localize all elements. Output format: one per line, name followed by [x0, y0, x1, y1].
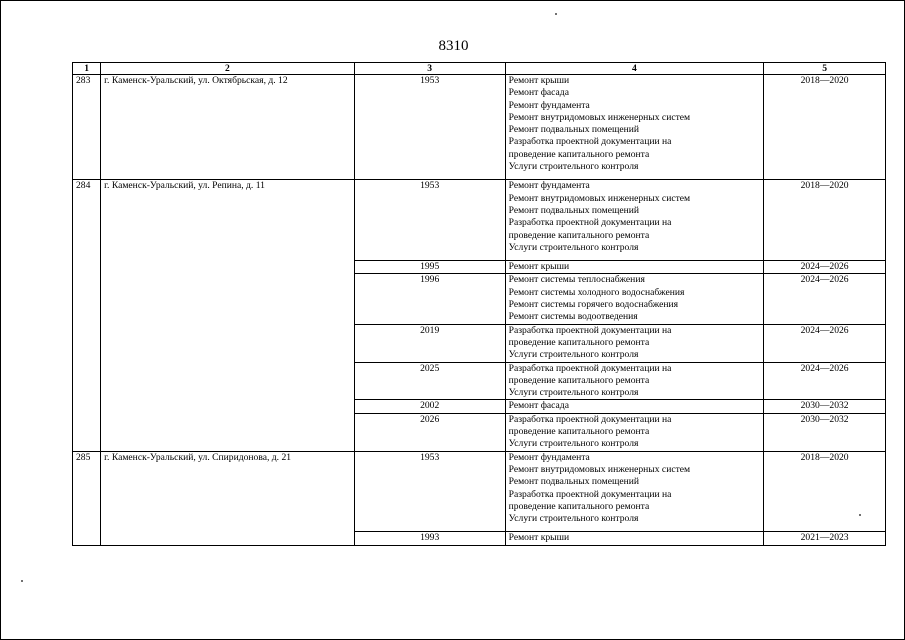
work-item: Ремонт фундамента [508, 99, 590, 111]
column-header: 5 [764, 63, 886, 75]
work-item: проведение капитального ремонта [508, 374, 650, 386]
work-item: Ремонт системы холодного водоснабжения [508, 286, 685, 298]
work-item: Ремонт внутридомовых инженерных систем [508, 111, 691, 123]
work-item: Разработка проектной документации на [508, 488, 672, 500]
period-cell: 2024—2026 [764, 261, 886, 274]
period-cell: 2024—2026 [764, 324, 886, 362]
work-item: Ремонт системы горячего водоснабжения [508, 299, 679, 311]
work-item: Ремонт крыши [508, 532, 570, 544]
table-body [73, 75, 886, 546]
period-cell: 2018—2020 [764, 451, 886, 532]
work-item: Ремонт фасада [508, 87, 569, 99]
column-header: 1 [73, 63, 101, 75]
works-cell [505, 400, 764, 413]
works-cell [505, 451, 764, 532]
column-header: 2 [101, 63, 355, 75]
entry-number: 283 [73, 75, 101, 180]
entry-number: 285 [73, 451, 101, 545]
works-cell [505, 413, 764, 451]
work-item: Ремонт подвальных помещений [508, 124, 640, 136]
period-cell: 2018—2020 [764, 180, 886, 261]
column-header: 3 [354, 63, 505, 75]
works-cell [505, 180, 764, 261]
works-cell [505, 261, 764, 274]
column-header-row [73, 63, 886, 75]
work-item: Услуги строительного контроля [508, 387, 639, 399]
year-cell: 1996 [354, 274, 505, 324]
period-cell: 2024—2026 [764, 362, 886, 400]
work-item: Ремонт крыши [508, 261, 570, 273]
year-cell: 2019 [354, 324, 505, 362]
period-cell: 2030—2032 [764, 400, 886, 413]
work-item: Ремонт фасада [508, 400, 569, 412]
table-row [73, 180, 886, 261]
table-row [73, 75, 886, 180]
work-item: Услуги строительного контроля [508, 161, 639, 173]
year-cell: 2026 [354, 413, 505, 451]
work-item: проведение капитального ремонта [508, 500, 650, 512]
work-item: проведение капитального ремонта [508, 229, 650, 241]
work-item: проведение капитального ремонта [508, 336, 650, 348]
work-item: Разработка проектной документации на [508, 217, 672, 229]
work-item: Ремонт системы теплоснабжения [508, 274, 645, 286]
year-cell: 1953 [354, 75, 505, 180]
year-cell: 1953 [354, 180, 505, 261]
work-item: Услуги строительного контроля [508, 349, 639, 361]
works-cell [505, 362, 764, 400]
column-header: 4 [505, 63, 764, 75]
year-cell: 1953 [354, 451, 505, 532]
scan-speck [859, 514, 861, 516]
works-cell [505, 324, 764, 362]
work-item: Ремонт подвальных помещений [508, 476, 640, 488]
works-cell [505, 532, 764, 545]
work-item: проведение капитального ремонта [508, 426, 650, 438]
work-item: Услуги строительного контроля [508, 438, 639, 450]
work-item: Ремонт подвальных помещений [508, 204, 640, 216]
work-item: Разработка проектной документации на [508, 413, 672, 425]
table-row [73, 451, 886, 532]
work-item: Разработка проектной документации на [508, 362, 672, 374]
period-cell: 2018—2020 [764, 75, 886, 180]
work-item: Ремонт крыши [508, 75, 570, 86]
work-item: Ремонт фундамента [508, 180, 590, 192]
work-item: Разработка проектной документации на [508, 136, 672, 148]
scan-speck [555, 13, 557, 15]
building-address: г. Каменск-Уральский, ул. Октябрьская, д. 12 [101, 75, 355, 180]
repair-schedule-table [72, 62, 886, 546]
work-item: Ремонт системы водоотведения [508, 311, 638, 323]
period-cell: 2030—2032 [764, 413, 886, 451]
works-cell [505, 75, 764, 180]
work-item: проведение капитального ремонта [508, 148, 650, 160]
period-cell: 2021—2023 [764, 532, 886, 545]
work-item: Ремонт внутридомовых инженерных систем [508, 463, 691, 475]
building-address: г. Каменск-Уральский, ул. Репина, д. 11 [101, 180, 355, 451]
building-address: г. Каменск-Уральский, ул. Спиридонова, д. 21 [101, 451, 355, 545]
period-cell: 2024—2026 [764, 274, 886, 324]
page-number: 8310 [438, 38, 469, 54]
year-cell: 1993 [354, 532, 505, 545]
scan-speck [21, 580, 23, 582]
year-cell: 1995 [354, 261, 505, 274]
year-cell: 2002 [354, 400, 505, 413]
work-item: Услуги строительного контроля [508, 241, 639, 253]
year-cell: 2025 [354, 362, 505, 400]
work-item: Услуги строительного контроля [508, 513, 639, 525]
works-cell [505, 274, 764, 324]
work-item: Ремонт фундамента [508, 451, 590, 463]
work-item: Разработка проектной документации на [508, 324, 672, 336]
entry-number: 284 [73, 180, 101, 451]
work-item: Ремонт внутридомовых инженерных систем [508, 192, 691, 204]
